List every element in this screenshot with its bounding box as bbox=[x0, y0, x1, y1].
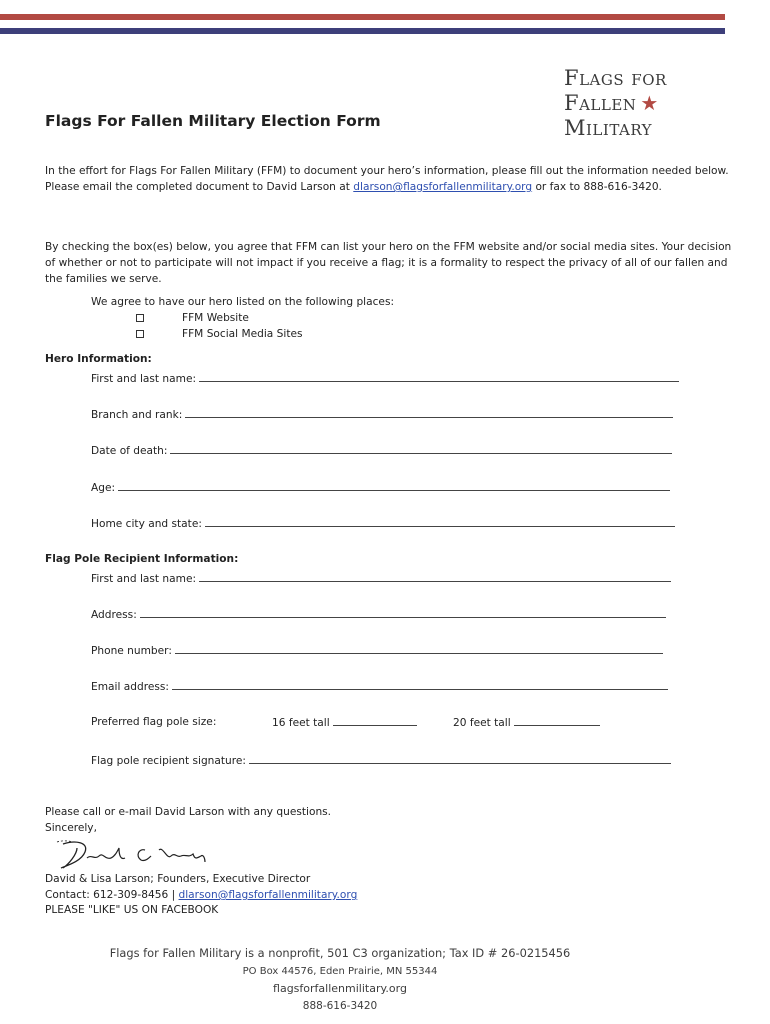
logo-line-3: Military bbox=[564, 116, 653, 140]
recipient-address-label: Address: bbox=[91, 609, 137, 621]
pole-20-line[interactable] bbox=[514, 716, 600, 726]
pole-20-option[interactable] bbox=[453, 716, 600, 729]
recipient-name-label: First and last name: bbox=[91, 573, 197, 585]
recipient-signature-label: Flag pole recipient signature: bbox=[91, 755, 246, 767]
hero-name-label: First and last name: bbox=[91, 373, 197, 385]
recipient-phone-field[interactable] bbox=[91, 644, 663, 657]
recipient-email-label: Email address: bbox=[91, 681, 169, 693]
footer-address: PO Box 44576, Eden Prairie, MN 55344 bbox=[242, 966, 438, 977]
closing-line-1: Please call or e-mail David Larson with any questions. bbox=[45, 806, 332, 818]
hero-age-line[interactable] bbox=[118, 481, 670, 491]
pole-16-label: 16 feet tall bbox=[272, 717, 330, 729]
option-ffm-website[interactable] bbox=[136, 312, 249, 324]
footer-website: flagsforfallenmilitary.org bbox=[273, 982, 407, 995]
closing-line-2: Sincerely, bbox=[45, 822, 97, 834]
hero-heading: Hero Information: bbox=[45, 353, 152, 365]
recipient-name-field[interactable] bbox=[91, 572, 671, 585]
signature-image bbox=[55, 838, 215, 872]
consent-paragraph: By checking the box(es) below, you agree that FFM can list your hero on the FFM website and/or social media sites. Your decision of whether or not to participate will not impact if you receive a flag; it is a formality to respect the privacy of all of our fallen and the families we serve. bbox=[45, 241, 732, 285]
recipient-name-line[interactable] bbox=[199, 572, 671, 582]
hero-name-line[interactable] bbox=[199, 372, 679, 382]
intro-text-2: or fax to 888-616-3420. bbox=[532, 181, 662, 193]
logo-line-2-text: Fallen bbox=[564, 91, 637, 115]
hero-home-label: Home city and state: bbox=[91, 518, 202, 530]
recipient-phone-label: Phone number: bbox=[91, 645, 172, 657]
checkbox-social[interactable] bbox=[136, 330, 144, 338]
checkbox-website[interactable] bbox=[136, 314, 144, 322]
contact-line bbox=[45, 887, 357, 903]
logo-line-1: Flags for bbox=[564, 66, 667, 90]
intro-email-link[interactable]: dlarson@flagsforfallenmilitary.org bbox=[353, 181, 533, 193]
logo-line-2 bbox=[564, 91, 694, 116]
top-stripe-blue bbox=[0, 28, 725, 34]
recipient-address-field[interactable] bbox=[91, 608, 666, 621]
pole-20-label: 20 feet tall bbox=[453, 717, 511, 729]
hero-home-field[interactable] bbox=[91, 517, 675, 530]
hero-age-label: Age: bbox=[91, 482, 116, 494]
hero-death-label: Date of death: bbox=[91, 445, 168, 457]
hero-death-field[interactable] bbox=[91, 444, 672, 457]
star-icon: ★ bbox=[640, 91, 659, 115]
hero-branch-label: Branch and rank: bbox=[91, 409, 183, 421]
form-title: Flags For Fallen Military Election Form bbox=[45, 112, 381, 130]
option-website-label: FFM Website bbox=[182, 312, 249, 324]
recipient-signature-line[interactable] bbox=[249, 754, 671, 764]
option-social-label: FFM Social Media Sites bbox=[182, 328, 303, 340]
hero-branch-field[interactable] bbox=[91, 408, 673, 421]
agree-label: We agree to have our hero listed on the following places: bbox=[91, 296, 395, 308]
recipient-email-field[interactable] bbox=[91, 680, 668, 693]
recipient-address-line[interactable] bbox=[140, 608, 666, 618]
hero-home-line[interactable] bbox=[205, 517, 675, 527]
pole-16-option[interactable] bbox=[272, 716, 417, 729]
footer-phone: 888-616-3420 bbox=[302, 1000, 378, 1012]
ffm-logo bbox=[564, 66, 694, 141]
footer-nonprofit: Flags for Fallen Military is a nonprofit, 501 C3 organization; Tax ID # 26-0215456 bbox=[109, 946, 571, 960]
recipient-heading: Flag Pole Recipient Information: bbox=[45, 553, 239, 565]
intro-paragraph bbox=[45, 163, 735, 195]
hero-age-field[interactable] bbox=[91, 481, 670, 494]
pole-size-label: Preferred flag pole size: bbox=[91, 716, 217, 728]
hero-name-field[interactable] bbox=[91, 372, 679, 385]
recipient-phone-line[interactable] bbox=[175, 644, 663, 654]
hero-branch-line[interactable] bbox=[185, 408, 673, 418]
facebook-line: PLEASE "LIKE" US ON FACEBOOK bbox=[45, 904, 219, 916]
intro-text-1: In the effort for Flags For Fallen Military (FFM) to document your hero’s information, please fill out the information needed below. Please email the completed document to David Larson at bbox=[45, 165, 729, 193]
founders-line: David & Lisa Larson; Founders, Executive Director bbox=[45, 873, 311, 885]
hero-death-line[interactable] bbox=[170, 444, 672, 454]
recipient-signature-field[interactable] bbox=[91, 754, 671, 767]
pole-16-line[interactable] bbox=[333, 716, 417, 726]
option-ffm-social[interactable] bbox=[136, 328, 303, 340]
contact-prefix: Contact: 612-309-8456 | bbox=[45, 889, 179, 901]
contact-email-link[interactable]: dlarson@flagsforfallenmilitary.org bbox=[178, 889, 358, 901]
top-stripe-red bbox=[0, 14, 725, 20]
recipient-email-line[interactable] bbox=[172, 680, 668, 690]
